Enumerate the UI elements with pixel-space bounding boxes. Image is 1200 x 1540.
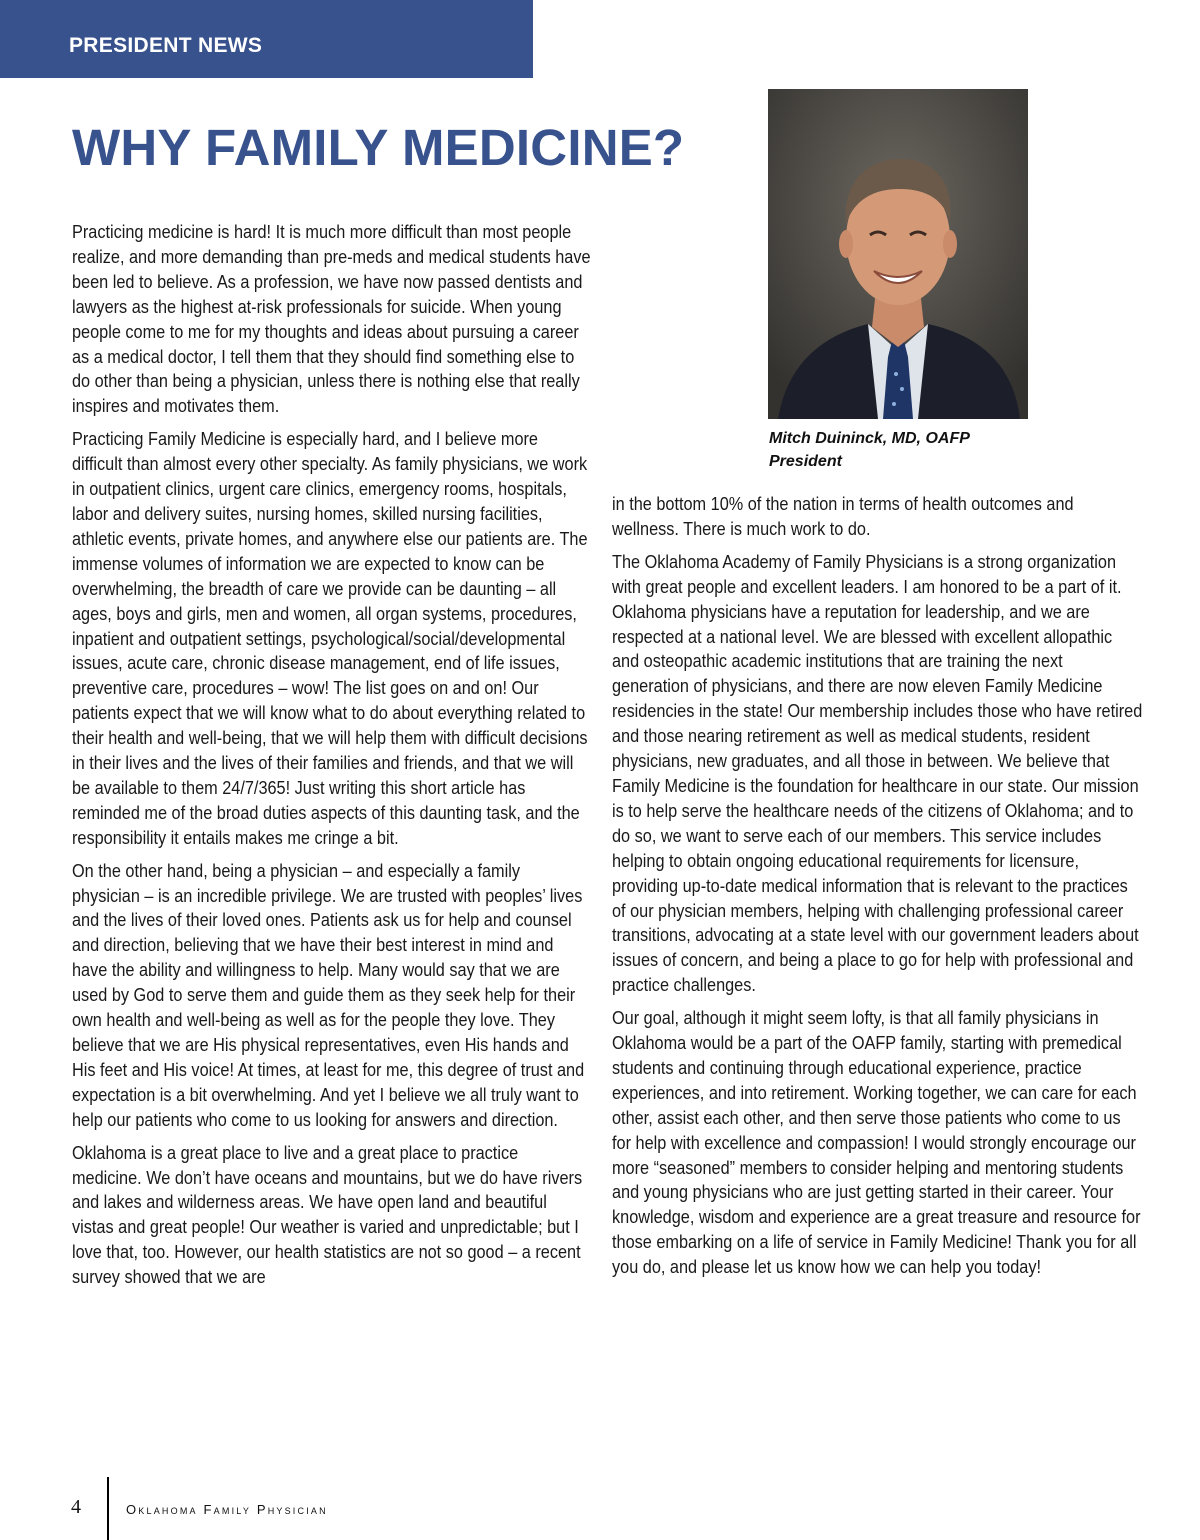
article-column-right xyxy=(612,492,1143,1288)
caption-role: President xyxy=(769,453,842,470)
article-column-left xyxy=(72,220,591,1298)
paragraph: Our goal, although it might seem lofty, is that all family physicians in Oklahoma would be a part of the OAFP family, starting with premedical students and continuing through educational experience, practice experiences, and into retirement. Working together, we can care for each other, assist each other, and then serve those patients who come to us for help with excellence and compassion! I would strongly encourage our more “seasoned” members to consider helping and mentoring students and young physicians who are just getting started in their career. Your knowledge, wisdom and experience are a great treasure and resource for those embarking on a life of service in Family Medicine! Thank you for all you do, and please let us know how we can help you today! xyxy=(612,1007,1141,1278)
paragraph: Practicing Family Medicine is especially hard, and I believe more difficult than almost every other specialty. As family physicians, we work in outpatient clinics, urgent care clinics, emergency rooms, hospitals, labor and delivery suites, nursing homes, skilled nursing facilities, athletic events, private homes, and anywhere else our patients are. The immense volumes of information we are expected to know can be overwhelming, the breadth of care we provide can be daunting – all ages, boys and girls, men and women, all organ systems, procedures, inpatient and outpatient settings, psychological/social/developmental issues, acute care, chronic disease management, end of life issues, preventive care, procedures – wow! The list goes on and on! Our patients expect that we will know what to do about everything related to their health and well-being, that we will help them with difficult decisions in their lives and the lives of their families and friends, and that we will be available to them 24/7/365! Just writing this short article has reminded me of the broad duties aspects of this daunting task, and the responsibility it entails makes me cringe a bit. xyxy=(72,428,588,848)
caption-name: Mitch Duininck, MD, OAFP xyxy=(769,430,970,447)
paragraph: On the other hand, being a physician – and especially a family physician – is an incredible privilege. We are trusted with peoples’ lives and the lives of their loved ones. Patients ask us for help and counsel and direction, believing that we have their best interest in mind and have the ability and willingness to help. Many would say that we are used by God to serve them and guide them as they seek help for their own health and well-being as well as for the people they love. They believe that we are His physical representatives, even His hands and His feet and His voice! At times, at least for me, this degree of trust and expectation is a bit overwhelming. And yet I believe we all truly want to help our patients who come to us looking for answers and direction. xyxy=(72,859,585,1130)
photo-caption xyxy=(769,427,970,473)
section-label: PRESIDENT NEWS xyxy=(69,34,263,57)
paragraph: in the bottom 10% of the nation in terms of health outcomes and wellness. There is much work to do. xyxy=(612,493,1074,539)
footer-divider xyxy=(107,1477,109,1540)
president-portrait-photo xyxy=(768,89,1028,419)
article-title: WHY FAMILY MEDICINE? xyxy=(72,119,685,176)
paragraph: Oklahoma is a great place to live and a great place to practice medicine. We don’t have oceans and mountains, but we do have rivers and lakes and wilderness areas. We have open land and beautiful vistas and great people! Our weather is varied and unpredictable; but I love that, too. However, our health statistics are not so good – a recent survey showed that we are xyxy=(72,1141,583,1288)
paragraph: Practicing medicine is hard! It is much more difficult than most people realize, and more demanding than pre-meds and medical students have been led to believe. As a profession, we have now passed dentists and lawyers as the highest at-risk professionals for suicide. When young people come to me for my thoughts and ideas about pursuing a career as a medical doctor, I tell them that they should find something else to do other than being a physician, unless there is nothing else that really inspires and motivates them. xyxy=(72,221,591,417)
page-number: 4 xyxy=(71,1496,81,1518)
paragraph: The Oklahoma Academy of Family Physicians is a strong organization with great people and excellent leaders. I am honored to be a part of it. Oklahoma physicians have a reputation for leadership, and we are respected at a national level. We are blessed with excellent allopathic and osteopathic academic institutions that are training the next generation of physicians, and there are now eleven Family Medicine residencies in the state! Our membership includes those who have retired and those nearing retirement as well as medical students, resident physicians, new graduates, and all those in between. We believe that Family Medicine is the foundation for healthcare in our state. Our mission is to help serve the healthcare needs of the citizens of Oklahoma; and to do so, we want to serve each of our members. This service includes helping to obtain ongoing educational requirements for licensure, providing up-to-date medical information that is relevant to the practices of our physician members, helping with challenging professional career transitions, advocating at a state level with our government leaders about issues of concern, and being a place to go for help with professional and practice challenges. xyxy=(612,550,1143,996)
publication-name: Oklahoma Family Physician xyxy=(126,1502,328,1517)
section-banner xyxy=(0,0,533,78)
